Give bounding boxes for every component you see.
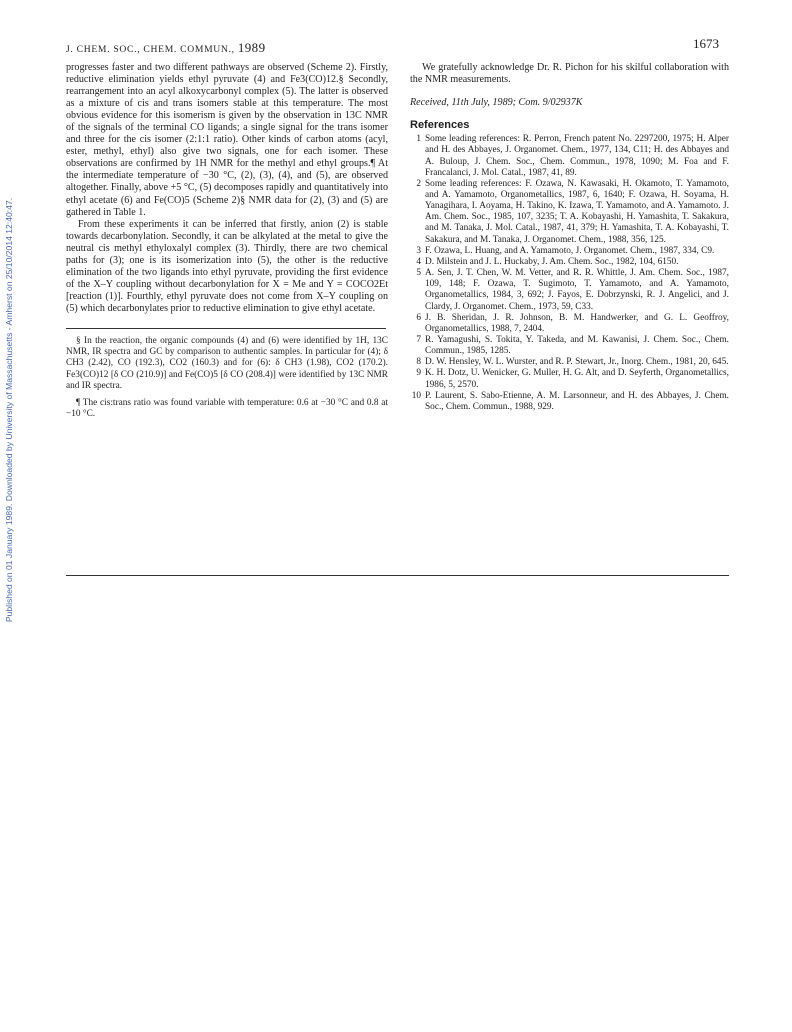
left-column [66, 62, 388, 426]
received-line: Received, 11th July, 1989; Com. 9/02937K [410, 97, 583, 109]
footnotes [66, 336, 388, 420]
reference-number: 10 [411, 390, 421, 401]
reference-number: 3 [416, 245, 421, 256]
reference-item [410, 313, 729, 335]
reference-item [410, 268, 729, 313]
reference-text: Some leading references: F. Ozawa, N. Kawasaki, H. Okamoto, T. Yamamoto, and A. Yamamoto, Organometallics, 1987, 6, 1640; F. Ozawa, H. Soyama, H. Yanagihara, I. Aoyama, H. Takino, K. Izawa, T. Yamamoto, and A. Yamamoto. J. Am. Chem. Soc., 1985, 107, 3235; T. A. Kobayashi, H. Yamashita, T. Sakakura, and M. Tanaka, J. Mol. Catal., 1987, 41, 379; H. Yamashita, T. A. Kobayashi, T. Sakakura, and M. Tanaka, J. Organomet. Chem., 1988, 356, 125. [425, 178, 729, 245]
reference-text: J. B. Sheridan, J. R. Johnson, B. M. Handwerker, and G. L. Geoffroy, Organometallics, 1988, 7, 2404. [425, 312, 729, 334]
reference-number: 4 [416, 256, 421, 267]
reference-text: Some leading references: R. Perron, French patent No. 2297200, 1975; H. Alper and H. des Abbayes, J. Organomet. Chem., 1977, 134, C11; H. des Abbayes and A. Buloup, J. Chem. Soc., Chem. Commun., 1978, 1090; M. Foa and F. Francalanci, J. Mol. Catal., 1987, 41, 89. [425, 134, 729, 178]
reference-item [410, 335, 729, 357]
reference-number: 9 [416, 368, 421, 379]
footnote-divider [66, 328, 386, 329]
reference-text: F. Ozawa, L. Huang, and A. Yamamoto, J. Organomet. Chem., 1987, 334, C9. [425, 245, 715, 256]
body-paragraph-2: From these experiments it can be inferred that firstly, anion (2) is stable towards decarbonylation. Secondly, it can be alkylated at the metal to give the neutral cis methyl ethyloxalyl complex (3). Thirdly, there are two chemical paths for (3); one is its isomerization into (5), the other is the reductive elimination of the two ligands into ethyl pyruvate, providing the first evidence of the X–Y coupling without decarbonylation for X = Me and Y = COCO2Et [reaction (1)]. Fourthly, ethyl pyruvate does not come from X–Y coupling on (5) which decarbonylates prior to reductive elimination to give ethyl acetate. [66, 218, 388, 314]
reference-text: P. Laurent, S. Sabo-Etienne, A. M. Larsonneur, and H. des Abbayes, J. Chem. Soc., Chem. Commun., 1988, 929. [425, 390, 729, 412]
reference-text: A. Sen, J. T. Chen, W. M. Vetter, and R. R. Whittle, J. Am. Chem. Soc., 1987, 109, 148; F. Ozawa, T. Sugimoto, T. Yamamoto, and A. Yamamoto, Organometallics, 1984, 3, 692; J. Fayos, E. Dobrzynski, R. J. Angelici, and J. Clardy, J. Organomet. Chem., 1973, 59, C33. [425, 268, 729, 312]
publication-side-note [2, 150, 16, 670]
reference-text: D. W. Hensley, W. L. Wurster, and R. P. Stewart, Jr., Inorg. Chem., 1981, 20, 645. [425, 357, 729, 368]
reference-number: 1 [416, 134, 421, 145]
reference-text: K. H. Dotz, U. Wenicker, G. Muller, H. G. Alt, and D. Seyferth, Organometallics, 1986, 5, 2570. [425, 368, 729, 390]
footnote-pilcrow: ¶ The cis:trans ratio was found variable with temperature: 0.6 at −30 °C and 0.8 at −10 °C. [66, 398, 388, 420]
acknowledgement: We gratefully acknowledge Dr. R. Pichon for his skilful collaboration with the NMR measurements. [410, 62, 729, 86]
references-heading: References [410, 119, 470, 132]
reference-item [410, 391, 729, 413]
reference-text: R. Yamagushi, S. Tokita, Y. Takeda, and M. Kawanisi, J. Chem. Soc., Chem. Commun., 1985, 1285. [425, 335, 729, 357]
reference-text: D. Milstein and J. L. Huckaby, J. Am. Chem. Soc., 1982, 104, 6150. [425, 256, 679, 267]
reference-item [410, 357, 729, 368]
reference-number: 8 [416, 357, 421, 368]
reference-number: 2 [416, 178, 421, 189]
reference-item [410, 368, 729, 390]
reference-list [410, 134, 729, 413]
body-paragraph-1: progresses faster and two different pathways are observed (Scheme 2). Firstly, reductive elimination yields ethyl pyruvate (4) and Fe3(CO)12.§ Secondly, rearrangement into an acyl alkoxycarbonyl complex (5). The latter is observed as a mixture of cis and trans isomers stable at this temperature. The most obvious evidence for this isomerism is given by the observation in 13C NMR of the signals of the terminal CO ligands; a single signal for the trans isomer and three for the cis isomer (2:1:1 ratio). Other kinds of carbon atoms (acyl, ester, methyl, ethyl) also give two signals, one for each isomer. These observations are confirmed by 1H NMR for the methyl and ethyl groups.¶ At the intermediate temperature of −30 °C, (2), (3), (4), and (5), are observed altogether. Finally, above +5 °C, (5) decomposes rapidly and quantitatively into ethyl acetate (6) and Fe(CO)5 (Scheme 2)§ NMR data for (2), (3) and (5) are gathered in Table 1. [66, 62, 388, 218]
running-header [66, 40, 265, 56]
journal-name: J. CHEM. SOC., CHEM. COMMUN., [66, 44, 235, 55]
reference-item [410, 134, 729, 179]
reference-item [410, 246, 729, 257]
page-bottom-rule [66, 575, 729, 576]
side-note-text: Published on 01 January 1989. Downloaded by University of Massachusetts - Amherst on 25/10/2014 12:40:47. [4, 197, 14, 623]
reference-number: 6 [416, 312, 421, 323]
reference-number: 7 [416, 335, 421, 345]
reference-item [410, 179, 729, 246]
right-column [410, 62, 729, 413]
page-number: 1673 [693, 36, 719, 51]
reference-item [410, 257, 729, 268]
journal-year: 1989 [237, 40, 266, 55]
reference-number: 5 [416, 268, 421, 279]
footnote-section: § In the reaction, the organic compounds (4) and (6) were identified by 1H, 13C NMR, IR spectra and GC by comparison to authentic samples. In particular for (4); δ CH3 (2.42), CO (192.3), CO2 (160.3) and for (6): δ CH3 (1.98), CO2 (170.2). Fe3(CO)12 [δ CO (210.9)] and Fe(CO)5 [δ CO (208.4)] were identified by 13C NMR and IR spectra. [66, 335, 388, 391]
